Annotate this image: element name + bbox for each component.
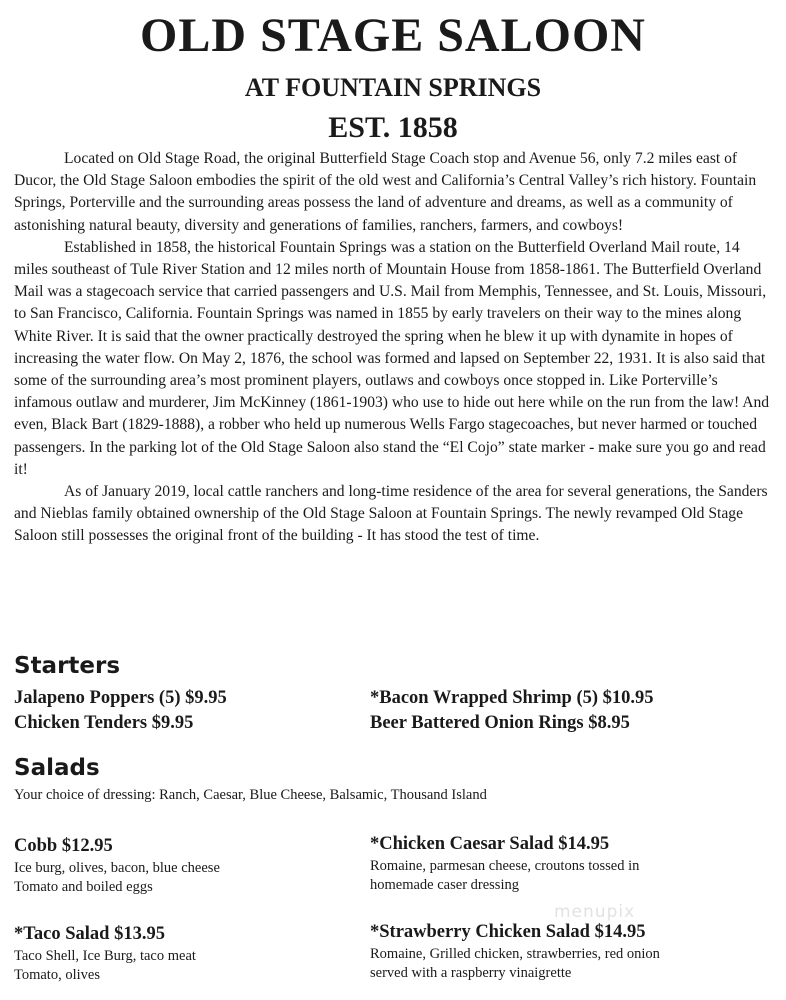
starter-item: Jalapeno Poppers (5) $9.95 bbox=[14, 688, 227, 708]
salad-name: *Chicken Caesar Salad $14.95 bbox=[370, 834, 610, 854]
restaurant-subtitle: AT FOUNTAIN SPRINGS bbox=[244, 73, 542, 102]
starters-heading: Starters bbox=[14, 653, 121, 679]
salad-description: Romaine, Grilled chicken, strawberries, red onion bbox=[370, 946, 660, 962]
restaurant-title: OLD STAGE SALOON bbox=[140, 9, 646, 62]
salad-description: Romaine, parmesan cheese, croutons tossed in bbox=[370, 858, 640, 874]
starter-item: Chicken Tenders $9.95 bbox=[14, 713, 194, 733]
salad-description: Taco Shell, Ice Burg, taco meat bbox=[14, 948, 196, 964]
salad-name: *Strawberry Chicken Salad $14.95 bbox=[370, 922, 646, 942]
history-paragraph: Located on Old Stage Road, the original Butterfield Stage Coach stop and Avenue 56, only 7.2 miles east of Ducor, the Old Stage Saloon embodies the spirit of the old west and California’s Central Valley’s rich history. Fountain Springs, Porterville and the surrounding areas possess the land of adventure and dreams, as well as a community of astonishing natural beauty, diversity and generations of families, ranchers, farmers, and cowboys! bbox=[14, 150, 757, 234]
salad-name: *Taco Salad $13.95 bbox=[14, 924, 165, 944]
salad-description: Tomato and boiled eggs bbox=[14, 879, 153, 895]
starter-item: Beer Battered Onion Rings $8.95 bbox=[370, 713, 630, 733]
salad-description: served with a raspberry vinaigrette bbox=[370, 965, 572, 981]
salads-heading: Salads bbox=[14, 755, 100, 781]
salad-description: Ice burg, olives, bacon, blue cheese bbox=[14, 860, 220, 876]
established-year: EST. 1858 bbox=[328, 111, 458, 144]
menupix-watermark: menupix bbox=[554, 902, 636, 922]
starter-item: *Bacon Wrapped Shrimp (5) $10.95 bbox=[370, 688, 654, 708]
salad-description: homemade caser dressing bbox=[370, 877, 519, 893]
history-paragraph: As of January 2019, local cattle ranchers and long-time residence of the area for several generations, the Sanders and Nieblas family obtained ownership of the Old Stage Saloon at Fountain Springs. The newly revamped Old Stage Saloon still possesses the original front of the building - It has stood the test of time. bbox=[14, 483, 768, 545]
salad-name: Cobb $12.95 bbox=[14, 836, 113, 856]
dressing-note: Your choice of dressing: Ranch, Caesar, Blue Cheese, Balsamic, Thousand Island bbox=[14, 787, 487, 803]
history-text bbox=[14, 148, 770, 548]
salad-description: Tomato, olives bbox=[14, 967, 100, 983]
history-paragraph: Established in 1858, the historical Fountain Springs was a station on the Butterfield Overland Mail route, 14 miles southeast of Tule River Station and 12 miles north of Mountain House from 1858-1861. The Butterfield Overland Mail was a stagecoach service that carried passengers and U.S. Mail from Memphis, Tennessee, and St. Louis, Missouri, to San Francisco, California. Fountain Springs was named in 1855 by early travelers on their way to the mines along White River. It is said that the owner practically destroyed the spring when he blew it up with dynamite in hopes of increasing the water flow. On May 2, 1876, the school was formed and lapsed on September 22, 1931. It is also said that some of the surrounding area’s most prominent players, outlaws and cowboys once stopped in. Like Porterville’s infamous outlaw and murderer, Jim McKinney (1861-1903) who use to hide out here while on the run from the law! And even, Black Bart (1829-1888), a robber who held up numerous Wells Fargo stagecoaches, but never harmed or touched passengers. In the parking lot of the Old Stage Saloon also stand the “El Cojo” state marker - make sure you go and read it! bbox=[14, 238, 770, 478]
